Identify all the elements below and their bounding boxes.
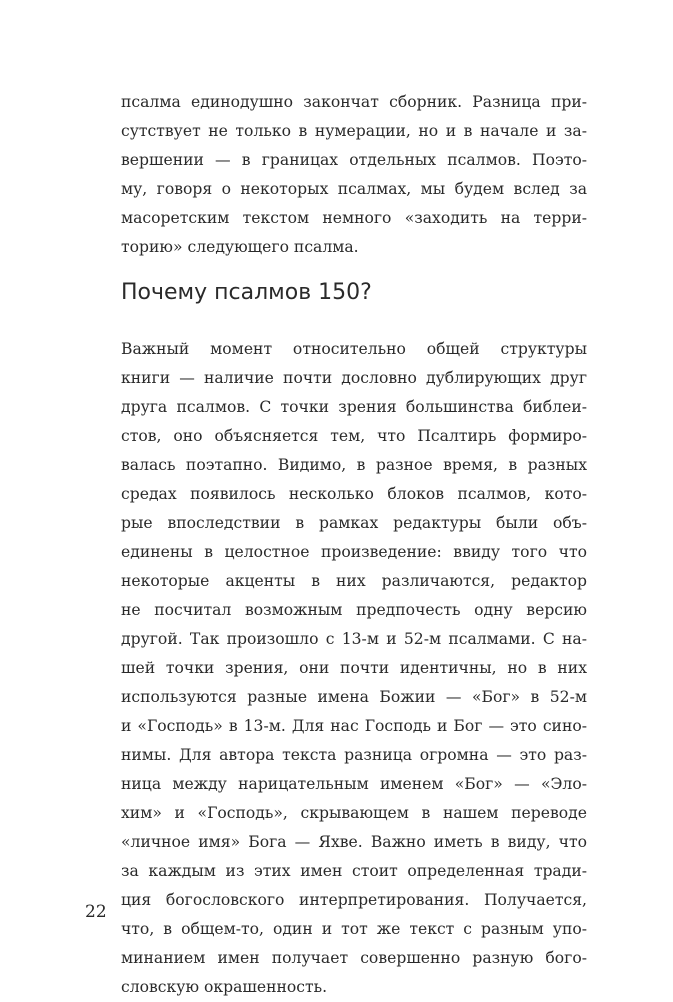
text-line: словскую окрашенность. bbox=[121, 978, 328, 996]
text-line: и «Господь» в 13-м. Для нас Господь и Бог — это сино- bbox=[121, 717, 587, 735]
text-line: торию» следующего псалма. bbox=[121, 238, 359, 256]
page-number: 22 bbox=[85, 902, 107, 922]
text-line: что, в общем-то, один и тот же текст с разным упо- bbox=[121, 920, 587, 938]
text-line: нимы. Для автора текста разница огромна — это раз- bbox=[121, 746, 587, 764]
text-line: масоретским текстом немного «заходить на терри- bbox=[121, 209, 587, 227]
text-line: валась поэтапно. Видимо, в разное время, в разных bbox=[121, 456, 587, 474]
paragraph-continuation bbox=[121, 88, 587, 262]
text-line: сутствует не только в нумерации, но и в начале и за- bbox=[121, 122, 587, 140]
text-line: «личное имя» Бога — Яхве. Важно иметь в виду, что bbox=[121, 833, 587, 851]
text-line: друга псалмов. С точки зрения большинства библеи- bbox=[121, 398, 587, 416]
text-line: шей точки зрения, они почти идентичны, но в них bbox=[121, 659, 587, 677]
text-line: минанием имен получает совершенно разную бого- bbox=[121, 949, 587, 967]
text-line: стов, оно объясняется тем, что Псалтирь формиро- bbox=[121, 427, 587, 445]
text-line: некоторые акценты в них различаются, редактор bbox=[121, 572, 587, 590]
paragraph-body bbox=[121, 335, 587, 1002]
text-line: ция богословского интерпретирования. Получается, bbox=[121, 891, 587, 909]
text-line: другой. Так произошло с 13-м и 52-м псалмами. С на- bbox=[121, 630, 587, 648]
section-heading: Почему псалмов 150? bbox=[121, 280, 372, 305]
text-line: средах появилось несколько блоков псалмов, кото- bbox=[121, 485, 587, 503]
text-line: вершении — в границах отдельных псалмов. Поэто- bbox=[121, 151, 587, 169]
text-line: единены в целостное произведение: ввиду того что bbox=[121, 543, 587, 561]
text-line: книги — наличие почти дословно дублирующих друг bbox=[121, 369, 587, 387]
text-line: не посчитал возможным предпочесть одну версию bbox=[121, 601, 587, 619]
text-line: псалма единодушно закончат сборник. Разница при- bbox=[121, 93, 587, 111]
text-line: Важный момент относительно общей структуры bbox=[121, 340, 587, 358]
text-line: за каждым из этих имен стоит определенная тради- bbox=[121, 862, 587, 880]
text-line: хим» и «Господь», скрывающем в нашем переводе bbox=[121, 804, 587, 822]
text-line: му, говоря о некоторых псалмах, мы будем вслед за bbox=[121, 180, 587, 198]
text-line: ница между нарицательным именем «Бог» — «Эло- bbox=[121, 775, 587, 793]
text-line: рые впоследствии в рамках редактуры были объ- bbox=[121, 514, 587, 532]
text-line: используются разные имена Божии — «Бог» в 52-м bbox=[121, 688, 587, 706]
